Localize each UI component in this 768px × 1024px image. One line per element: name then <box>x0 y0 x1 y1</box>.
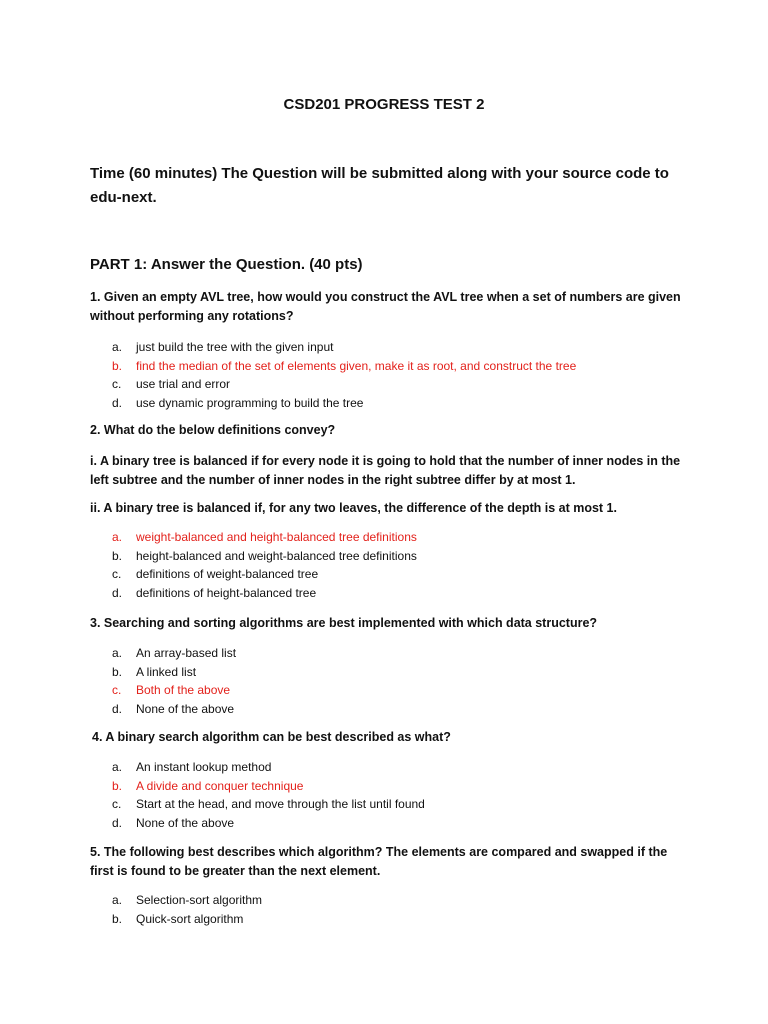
question-4-options <box>112 758 425 832</box>
question-2-options <box>112 528 417 602</box>
option-1b-correct: b. find the median of the set of elements given, make it as root, and construct the tree <box>112 358 577 373</box>
question-2-definition-ii: ii. A binary tree is balanced if, for any two leaves, the difference of the depth is at most 1. <box>90 501 617 515</box>
option-4c: c. Start at the head, and move through the list until found <box>112 797 425 811</box>
question-3: 3. Searching and sorting algorithms are best implemented with which data structure? <box>90 616 598 630</box>
option-5b: b. Quick-sort algorithm <box>112 911 244 926</box>
question-4: 4. A binary search algorithm can be best described as what? <box>92 730 451 744</box>
question-5-options <box>112 891 262 928</box>
option-2b: b. height-balanced and weight-balanced tree definitions <box>112 548 417 563</box>
option-3a: a. An array-based list <box>112 646 237 660</box>
question-2: 2. What do the below definitions convey? <box>90 423 336 437</box>
question-1-options <box>112 338 576 412</box>
option-2c: c. definitions of weight-balanced tree <box>112 567 319 581</box>
option-3b: b. A linked list <box>112 664 197 679</box>
question-1: 1. Given an empty AVL tree, how would you construct the AVL tree when a set of numbers are given without performing any rotations? <box>90 290 681 323</box>
option-2d: d. definitions of height-balanced tree <box>112 585 317 600</box>
intro-text: Time (60 minutes) The Question will be submitted along with your source code to edu-next. <box>90 165 669 206</box>
part-heading: PART 1: Answer the Question. (40 pts) <box>90 256 363 273</box>
option-4b-correct: b. A divide and conquer technique <box>112 778 304 793</box>
option-4a: a. An instant lookup method <box>112 760 272 774</box>
option-2a-correct: a. weight-balanced and height-balanced tree definitions <box>112 530 417 544</box>
question-5: 5. The following best describes which algorithm? The elements are compared and swapped if the first is found to be greater than the next element. <box>90 845 668 878</box>
option-5a: a. Selection-sort algorithm <box>112 893 263 907</box>
document-title: CSD201 PROGRESS TEST 2 <box>283 96 485 113</box>
question-3-options <box>112 644 236 718</box>
option-3d: d. None of the above <box>112 701 235 716</box>
option-4d: d. None of the above <box>112 815 235 830</box>
option-1d: d. use dynamic programming to build the tree <box>112 395 364 410</box>
option-1c: c. use trial and error <box>112 377 231 391</box>
option-3c-correct: c. Both of the above <box>112 683 231 697</box>
option-1a: a. just build the tree with the given input <box>112 340 334 354</box>
question-2-definition-i: i. A binary tree is balanced if for every node it is going to hold that the number of inner nodes in the left subtree and the number of inner nodes in the right subtree differ by at most 1. <box>90 454 681 487</box>
